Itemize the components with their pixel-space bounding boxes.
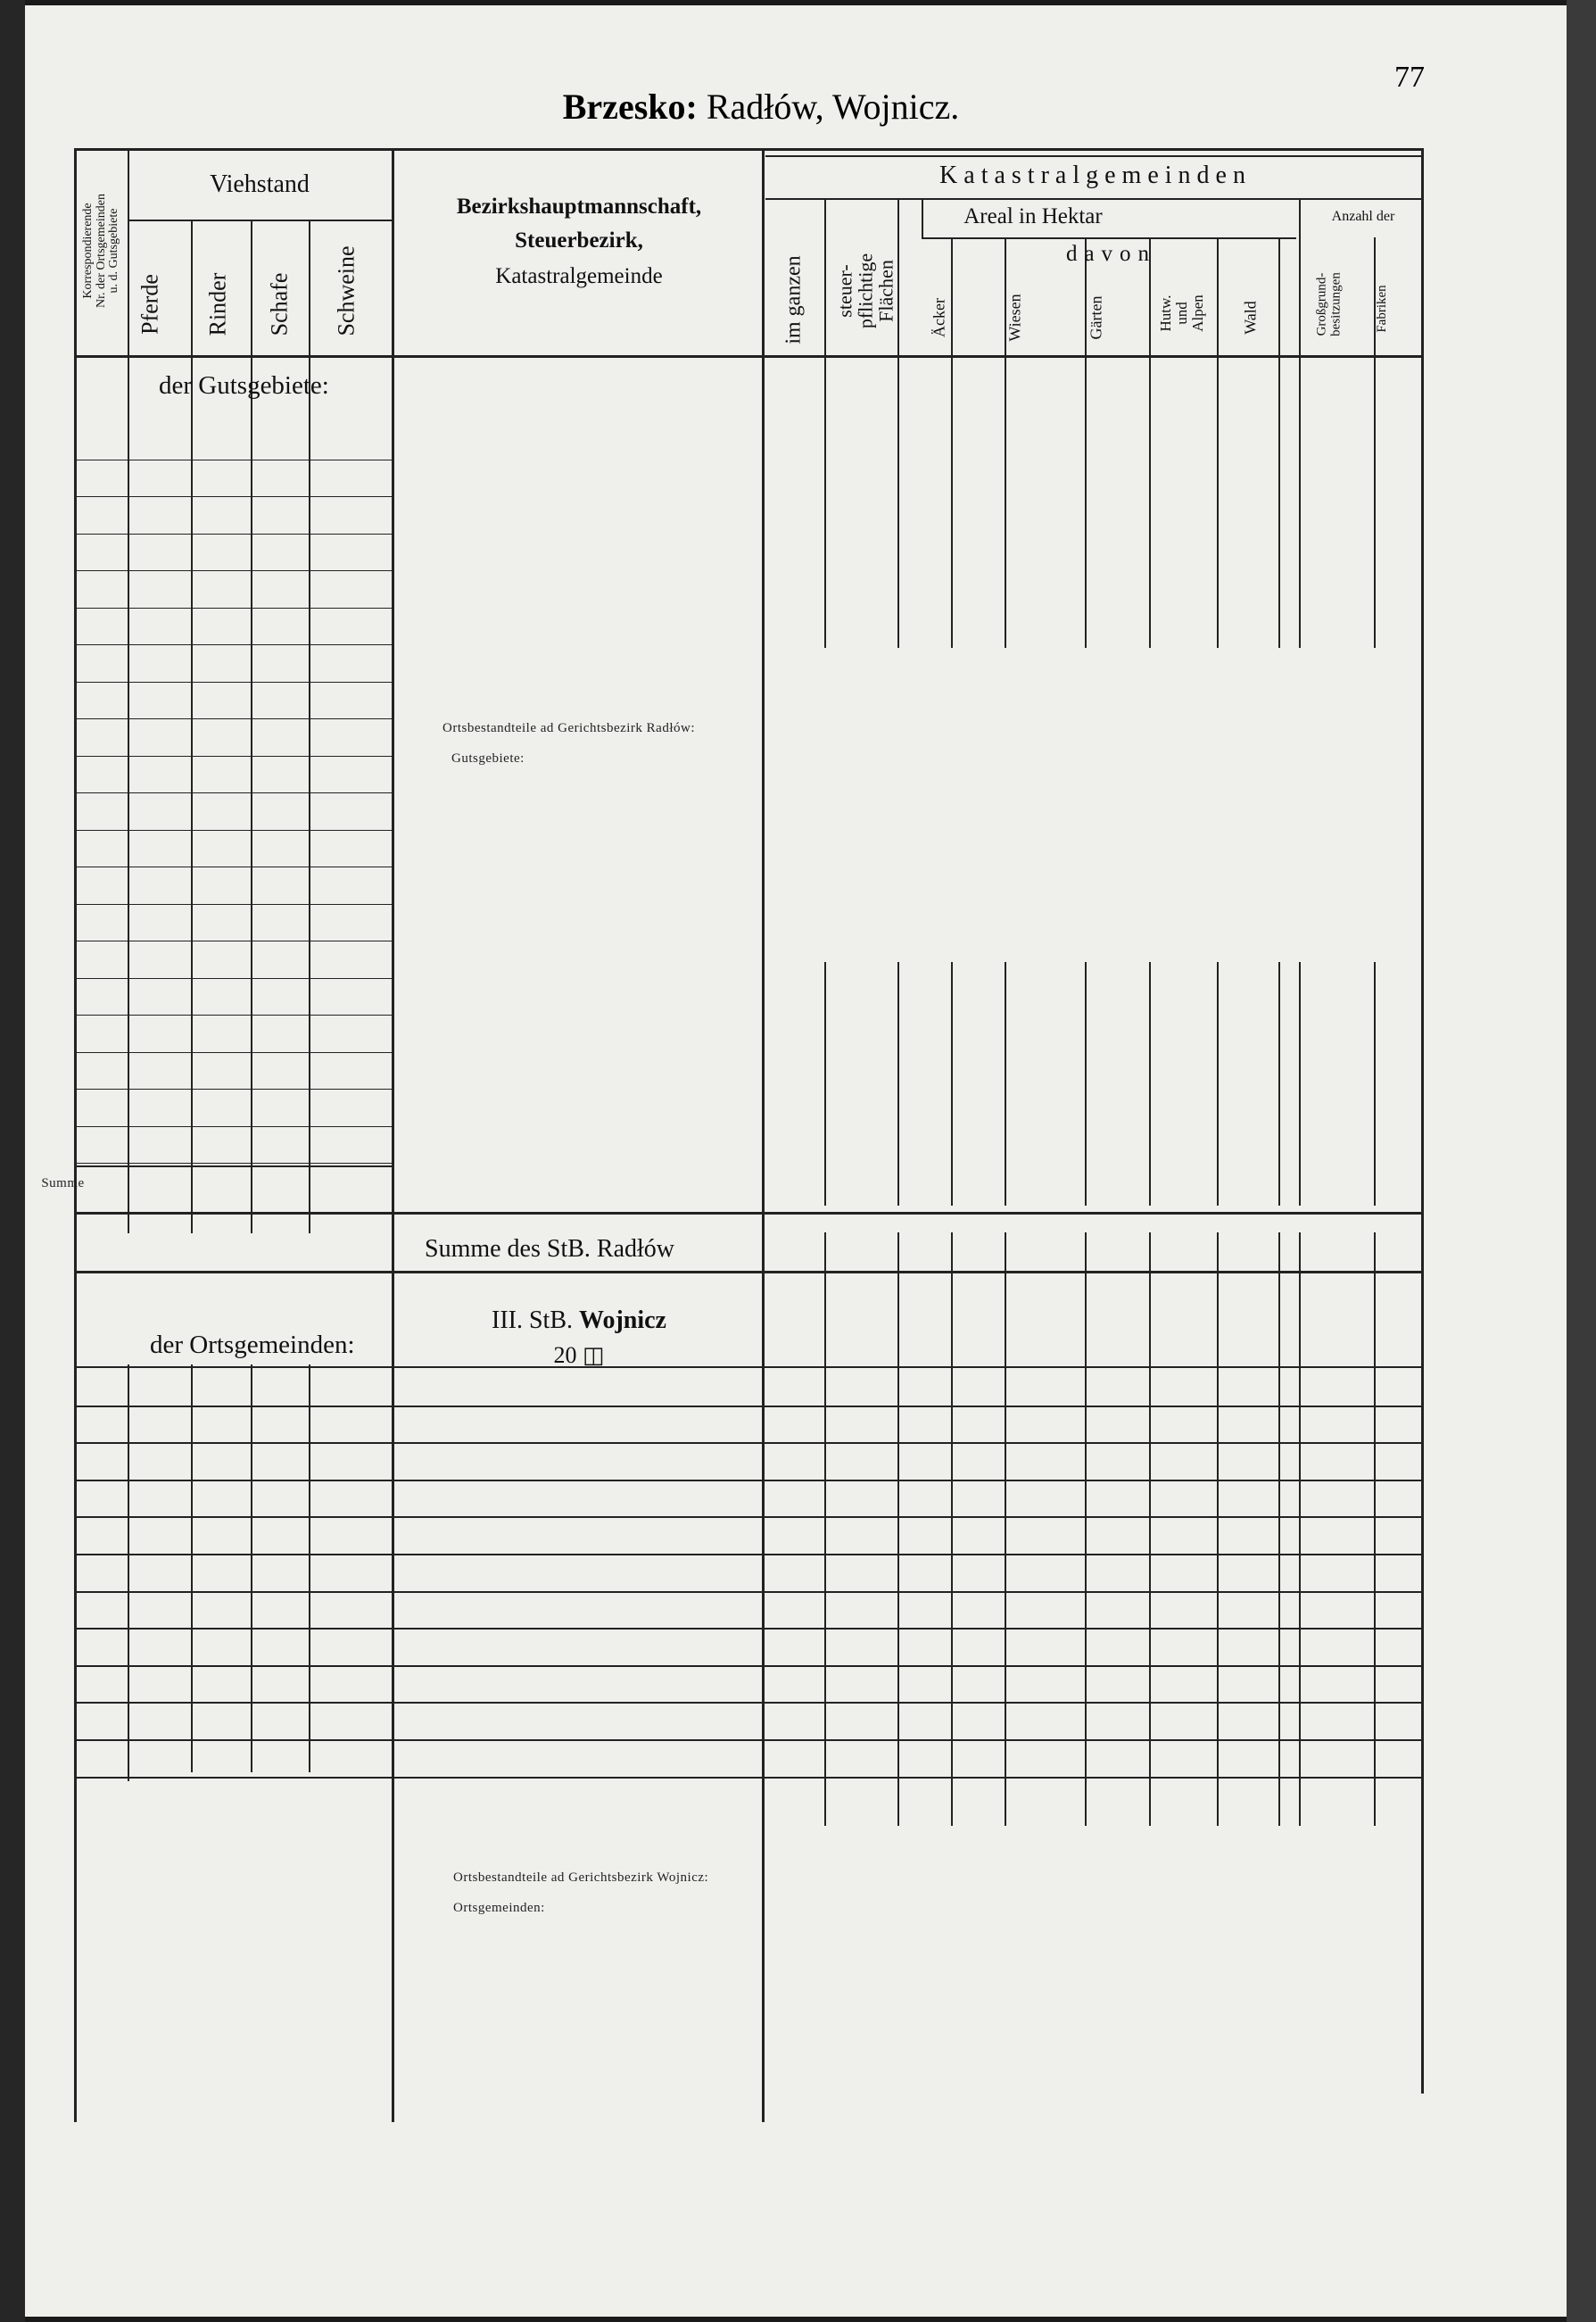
grid-line bbox=[74, 830, 392, 831]
grid-line bbox=[74, 1442, 1421, 1444]
summe-label: Summe bbox=[41, 1176, 85, 1190]
grid-line bbox=[1299, 962, 1301, 1206]
grid-line bbox=[128, 220, 392, 221]
header-schweine: Schweine bbox=[333, 245, 360, 336]
grid-line bbox=[1217, 962, 1219, 1206]
header-wiesen: Wiesen bbox=[1005, 294, 1024, 342]
grid-line bbox=[1299, 1232, 1301, 1826]
grid-line bbox=[74, 1739, 1421, 1741]
grid-line bbox=[951, 962, 953, 1206]
grid-line bbox=[74, 1702, 1421, 1704]
grid-line bbox=[1005, 355, 1006, 648]
grid-line bbox=[74, 978, 392, 979]
grid-line bbox=[762, 148, 765, 2122]
grid-line bbox=[74, 1516, 1421, 1518]
section-ortsgemeinden-label: der Ortsgemeinden: bbox=[150, 1331, 355, 1359]
page-title: Brzesko: Radłów, Wojnicz. bbox=[562, 87, 960, 127]
grid-line bbox=[74, 608, 392, 609]
grid-line bbox=[951, 1232, 953, 1826]
grid-line bbox=[74, 1015, 392, 1016]
grid-line bbox=[392, 148, 394, 2122]
grid-line bbox=[1374, 1232, 1376, 1826]
grid-line bbox=[309, 1364, 310, 1772]
grid-line bbox=[1149, 1232, 1151, 1826]
grid-line bbox=[74, 496, 392, 497]
grid-line bbox=[1217, 1232, 1219, 1826]
grid-line bbox=[74, 904, 392, 905]
grid-line bbox=[74, 1628, 1421, 1630]
header-grossgrundbesitz: Großgrund- besitzungen bbox=[1314, 272, 1343, 336]
grid-line bbox=[74, 1406, 1421, 1407]
grid-line bbox=[74, 644, 392, 645]
grid-line bbox=[824, 1232, 826, 1826]
header-anzahl: Anzahl der bbox=[1331, 209, 1395, 224]
grid-line bbox=[74, 1089, 392, 1090]
grid-line bbox=[897, 1232, 899, 1826]
grid-line bbox=[897, 962, 899, 1206]
grid-line bbox=[74, 792, 392, 793]
header-im-ganzen: im ganzen bbox=[781, 255, 806, 344]
section-gutsgebiete-label: der Gutsgebiete: bbox=[159, 371, 329, 400]
grid-line bbox=[74, 1165, 392, 1167]
grid-line bbox=[74, 756, 392, 757]
grid-line bbox=[765, 198, 1421, 200]
grid-line bbox=[74, 1480, 1421, 1481]
grid-line bbox=[74, 1052, 392, 1053]
grid-line bbox=[1149, 962, 1151, 1206]
grid-line bbox=[765, 155, 1421, 157]
header-steuerpflichtige: steuer- pflichtige Flächen bbox=[833, 253, 897, 329]
notes-radlow-sub: Gutsgebiete: bbox=[451, 751, 525, 766]
grid-line bbox=[74, 534, 392, 535]
grid-line bbox=[74, 1163, 392, 1164]
header-korr: Korrespondierende Nr. der Ortsgemeinden u. d. Gutsgebiete bbox=[80, 194, 121, 308]
page-number: 77 bbox=[1394, 61, 1425, 94]
grid-line bbox=[74, 148, 1421, 151]
header-aecker: Äcker bbox=[930, 298, 948, 337]
grid-line bbox=[1299, 355, 1301, 648]
grid-line bbox=[1085, 962, 1087, 1206]
header-davon: davon bbox=[1065, 242, 1157, 266]
grid-line bbox=[922, 237, 1296, 239]
grid-line bbox=[74, 1212, 1421, 1215]
grid-line bbox=[74, 148, 77, 2122]
notes-wojnicz-sub: Ortsgemeinden: bbox=[453, 1901, 545, 1915]
notes-wojnicz-title: Ortsbestandteile ad Gerichtsbezirk Wojnicz: bbox=[453, 1870, 709, 1885]
header-viehstand: Viehstand bbox=[210, 170, 310, 198]
grid-line bbox=[74, 1777, 1421, 1779]
grid-line bbox=[1374, 962, 1376, 1206]
grid-line bbox=[74, 1591, 1421, 1593]
grid-line bbox=[1005, 962, 1006, 1206]
grid-line bbox=[1005, 1232, 1006, 1826]
grid-line bbox=[128, 1364, 129, 1781]
grid-line bbox=[1085, 355, 1087, 648]
grid-line bbox=[1374, 355, 1376, 648]
right-scan-edge bbox=[1567, 0, 1596, 2322]
grid-line bbox=[824, 962, 826, 1206]
grid-line bbox=[74, 1665, 1421, 1667]
header-bezirk-1: Bezirkshauptmannschaft, bbox=[456, 195, 702, 219]
header-wald: Wald bbox=[1241, 301, 1260, 335]
header-hutweiden: Hutw. und Alpen bbox=[1157, 294, 1206, 332]
grid-line bbox=[251, 1364, 252, 1772]
notes-radlow-title: Ortsbestandteile ad Gerichtsbezirk Radłów: bbox=[442, 721, 696, 735]
grid-line bbox=[191, 1364, 193, 1772]
grid-line bbox=[74, 682, 392, 683]
header-gaerten: Gärten bbox=[1087, 295, 1105, 340]
header-bezirk-3: Katastralgemeinde bbox=[495, 264, 663, 288]
grid-line bbox=[1217, 355, 1219, 648]
stb-wojnicz-sub: 20 ◫ bbox=[553, 1342, 605, 1368]
grid-line bbox=[74, 1554, 1421, 1555]
grid-line bbox=[824, 355, 826, 648]
summe-stb-label: Summe des StB. Radłów bbox=[425, 1235, 675, 1263]
grid-line bbox=[74, 570, 392, 571]
grid-line bbox=[128, 148, 129, 1233]
grid-line bbox=[1278, 355, 1280, 648]
left-scan-edge bbox=[0, 0, 25, 2322]
grid-line bbox=[1278, 1232, 1280, 1826]
header-schafe: Schafe bbox=[266, 272, 293, 336]
grid-line bbox=[74, 355, 1421, 358]
header-katastralgemeinden: Katastralgemeinden bbox=[939, 162, 1252, 189]
grid-line bbox=[951, 355, 953, 648]
grid-line bbox=[1278, 962, 1280, 1206]
header-fabriken: Fabriken bbox=[1375, 285, 1390, 333]
header-pferde: Pferde bbox=[136, 274, 163, 335]
grid-line bbox=[74, 718, 392, 719]
grid-line bbox=[897, 355, 899, 648]
stb-wojnicz-title: III. StB. Wojnicz bbox=[492, 1306, 666, 1334]
page bbox=[25, 5, 1567, 2317]
grid-line bbox=[1085, 1232, 1087, 1826]
grid-line bbox=[74, 1271, 1421, 1273]
grid-line bbox=[1149, 355, 1151, 648]
grid-line bbox=[1421, 148, 1424, 2094]
header-bezirk-2: Steuerbezirk, bbox=[515, 228, 643, 253]
header-areal: Areal in Hektar bbox=[963, 204, 1103, 228]
header-rinder: Rinder bbox=[204, 272, 231, 336]
grid-line bbox=[74, 1126, 392, 1127]
